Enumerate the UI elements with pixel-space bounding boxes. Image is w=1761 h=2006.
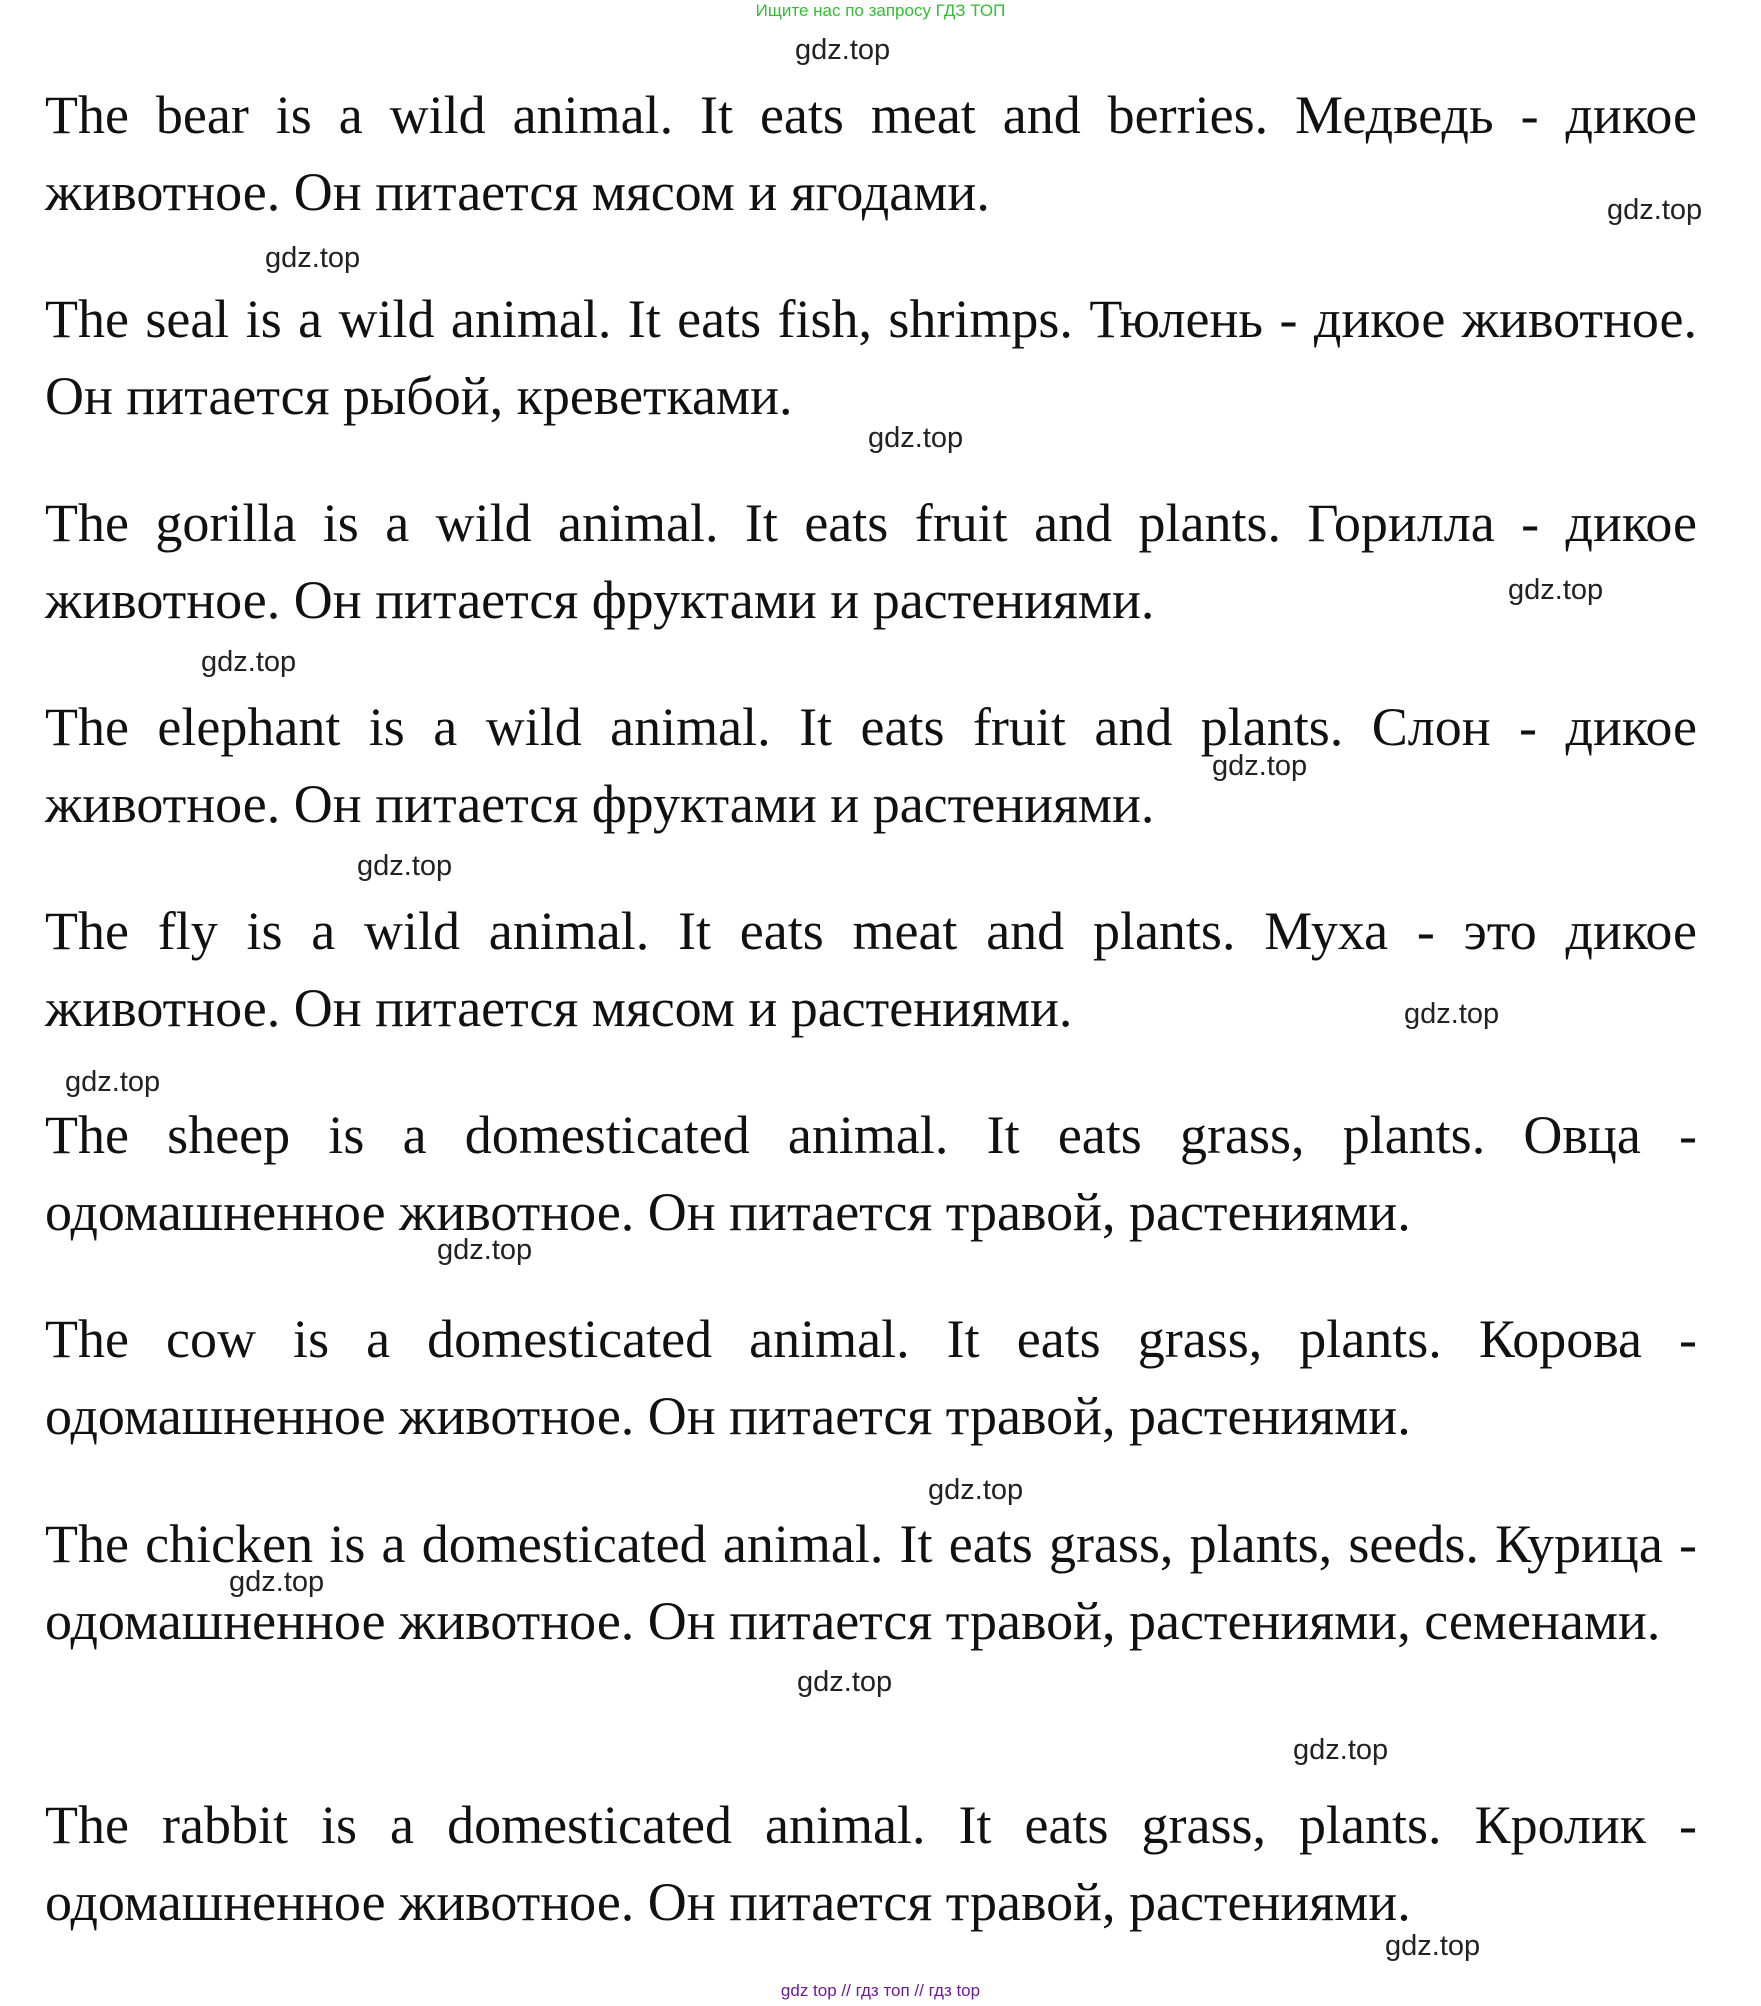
watermark: gdz.top xyxy=(229,1566,325,1598)
watermark: gdz.top xyxy=(1607,194,1703,226)
watermark: gdz.top xyxy=(1385,1930,1481,1962)
header-note: Ищите нас по запросу ГДЗ ТОП xyxy=(755,1,1006,20)
watermark: gdz.top xyxy=(1212,750,1308,782)
paragraph-sheep: The sheep is a domesticated animal. It eats grass, plants. Овца - одомашненное животное. Он питается травой, растениями. xyxy=(45,1105,1697,1242)
watermark: gdz.top xyxy=(1293,1734,1389,1766)
paragraph-elephant: The elephant is a wild animal. It eats fruit and plants. Слон - дикое животное. Он питается фруктами и растениями. xyxy=(45,697,1697,834)
paragraph-bear: The bear is a wild animal. It eats meat and berries. Медведь - дикое животное. Он питается мясом и ягодами. xyxy=(45,85,1697,222)
paragraph-rabbit: The rabbit is a domesticated animal. It eats grass, plants. Кролик - одомашненное животное. Он питается травой, растениями. xyxy=(45,1795,1697,1932)
paragraph-gorilla: The gorilla is a wild animal. It eats fruit and plants. Горилла - дикое животное. Он питается фруктами и растениями. xyxy=(45,493,1697,630)
watermark: gdz.top xyxy=(437,1234,533,1266)
watermark: gdz.top xyxy=(201,646,297,678)
watermark: gdz.top xyxy=(795,34,891,66)
watermark: gdz.top xyxy=(1404,998,1500,1030)
watermark: gdz.top xyxy=(868,422,964,454)
watermark: gdz.top xyxy=(1508,574,1604,606)
footer-note: gdz top // гдз топ // гдз top xyxy=(780,1981,981,2000)
paragraph-chicken: The chicken is a domesticated animal. It eats grass, plants, seeds. Курица - одомашненное животное. Он питается травой, растениями, семенами. xyxy=(45,1514,1697,1651)
watermark: gdz.top xyxy=(357,850,453,882)
watermark: gdz.top xyxy=(797,1666,893,1698)
paragraph-cow: The cow is a domesticated animal. It eats grass, plants. Корова - одомашненное животное. Он питается травой, растениями. xyxy=(45,1309,1697,1446)
paragraph-seal: The seal is a wild animal. It eats fish, shrimps. Тюлень - дикое животное. Он питается рыбой, креветками. xyxy=(45,289,1697,426)
watermark: gdz.top xyxy=(928,1474,1024,1506)
watermark: gdz.top xyxy=(65,1066,161,1098)
watermark: gdz.top xyxy=(265,242,361,274)
paragraph-fly: The fly is a wild animal. It eats meat and plants. Муха - это дикое животное. Он питается мясом и растениями. xyxy=(45,901,1697,1038)
